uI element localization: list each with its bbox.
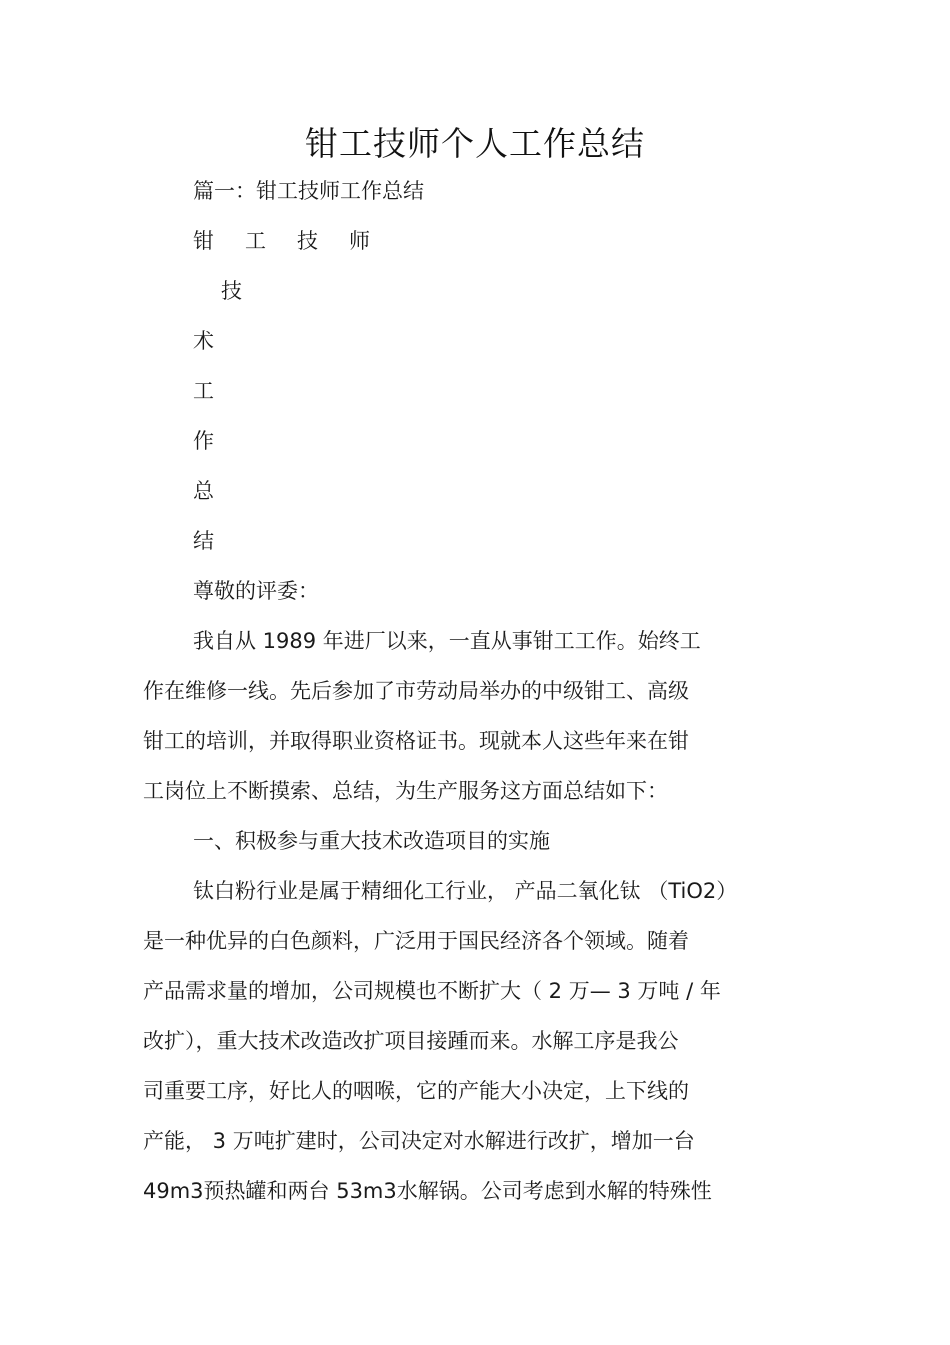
paragraph-line: 我自从 1989 年进厂以来，一直从事钳工工作。始终工 [193, 629, 701, 653]
subheading: 一、积极参与重大技术改造项目的实施 [193, 829, 550, 853]
vertical-title-char: 技 [221, 279, 242, 303]
paragraph-line: 钛白粉行业是属于精细化工行业， 产品二氧化钛 （TiO2） [193, 879, 738, 903]
paragraph-line: 作在维修一线。先后参加了市劳动局举办的中级钳工、高级 [143, 679, 689, 703]
vertical-title-char: 作 [193, 429, 214, 453]
vertical-title-char: 工 [245, 229, 266, 253]
paragraph-line: 改扩），重大技术改造改扩项目接踵而来。水解工序是我公 [143, 1029, 679, 1053]
document-title: 钳工技师个人工作总结 [305, 124, 645, 163]
vertical-title-char: 钳 [193, 229, 214, 253]
paragraph-line: 产能， 3 万吨扩建时，公司决定对水解进行改扩，增加一台 [143, 1129, 695, 1153]
paragraph-line: 产品需求量的增加，公司规模也不断扩大（ 2 万— 3 万吨 / 年 [143, 979, 721, 1003]
paragraph-line: 司重要工序，好比人的咽喉，它的产能大小决定，上下线的 [143, 1079, 689, 1103]
paragraph-line: 是一种优异的白色颜料，广泛用于国民经济各个领域。随着 [143, 929, 689, 953]
vertical-title-char: 师 [349, 229, 370, 253]
paragraph-line: 工岗位上不断摸索、总结，为生产服务这方面总结如下： [143, 779, 668, 803]
section-heading: 篇一：钳工技师工作总结 [193, 179, 424, 203]
vertical-title-row [193, 226, 370, 256]
vertical-title-char: 技 [297, 229, 318, 253]
vertical-title-char: 结 [193, 529, 214, 553]
vertical-title-char: 术 [193, 329, 214, 353]
paragraph-line: 钳工的培训，并取得职业资格证书。现就本人这些年来在钳 [143, 729, 689, 753]
vertical-title-char: 工 [193, 379, 214, 403]
salutation: 尊敬的评委： [193, 579, 319, 603]
paragraph-line: 49m3预热罐和两台 53m3水解锅。公司考虑到水解的特殊性 [143, 1179, 712, 1203]
vertical-title-char: 总 [193, 479, 214, 503]
